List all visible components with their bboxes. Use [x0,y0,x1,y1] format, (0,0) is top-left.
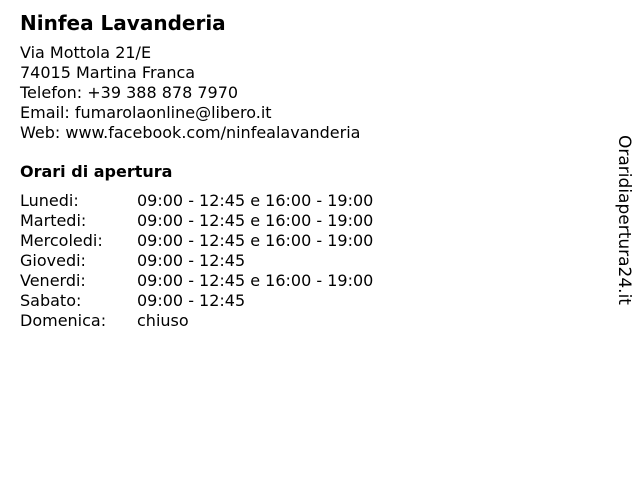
time-value: 09:00 - 12:45 e 16:00 - 19:00 [137,191,374,210]
hours-row-thursday [20,251,600,271]
time-value: 09:00 - 12:45 [137,251,246,270]
contact-block [20,43,600,143]
phone-line: Telefon: +39 388 878 7970 [20,83,239,102]
address-line-street: Via Mottola 21/E [20,43,152,62]
site-brand-vertical: Oraridiapertura24.it [614,135,634,305]
hours-row-saturday [20,291,600,311]
time-value: chiuso [137,311,189,330]
day-label: Giovedi: [20,251,86,270]
opening-hours-table [20,191,600,331]
hours-row-tuesday [20,211,600,231]
email-line: Email: fumarolaonline@libero.it [20,103,272,122]
day-label: Mercoledi: [20,231,103,250]
opening-hours-title: Orari di apertura [20,162,173,181]
time-value: 09:00 - 12:45 e 16:00 - 19:00 [137,271,374,290]
address-line-city: 74015 Martina Franca [20,63,196,82]
web-line: Web: www.facebook.com/ninfealavanderia [20,123,361,142]
day-label: Sabato: [20,291,82,310]
time-value: 09:00 - 12:45 [137,291,246,310]
day-label: Venerdi: [20,271,86,290]
day-label: Lunedi: [20,191,79,210]
hours-row-friday [20,271,600,291]
hours-row-wednesday [20,231,600,251]
business-card [20,9,600,331]
hours-row-sunday [20,311,600,331]
day-label: Domenica: [20,311,107,330]
day-label: Martedi: [20,211,87,230]
business-name: Ninfea Lavanderia [20,11,226,35]
hours-row-monday [20,191,600,211]
time-value: 09:00 - 12:45 e 16:00 - 19:00 [137,231,374,250]
time-value: 09:00 - 12:45 e 16:00 - 19:00 [137,211,374,230]
